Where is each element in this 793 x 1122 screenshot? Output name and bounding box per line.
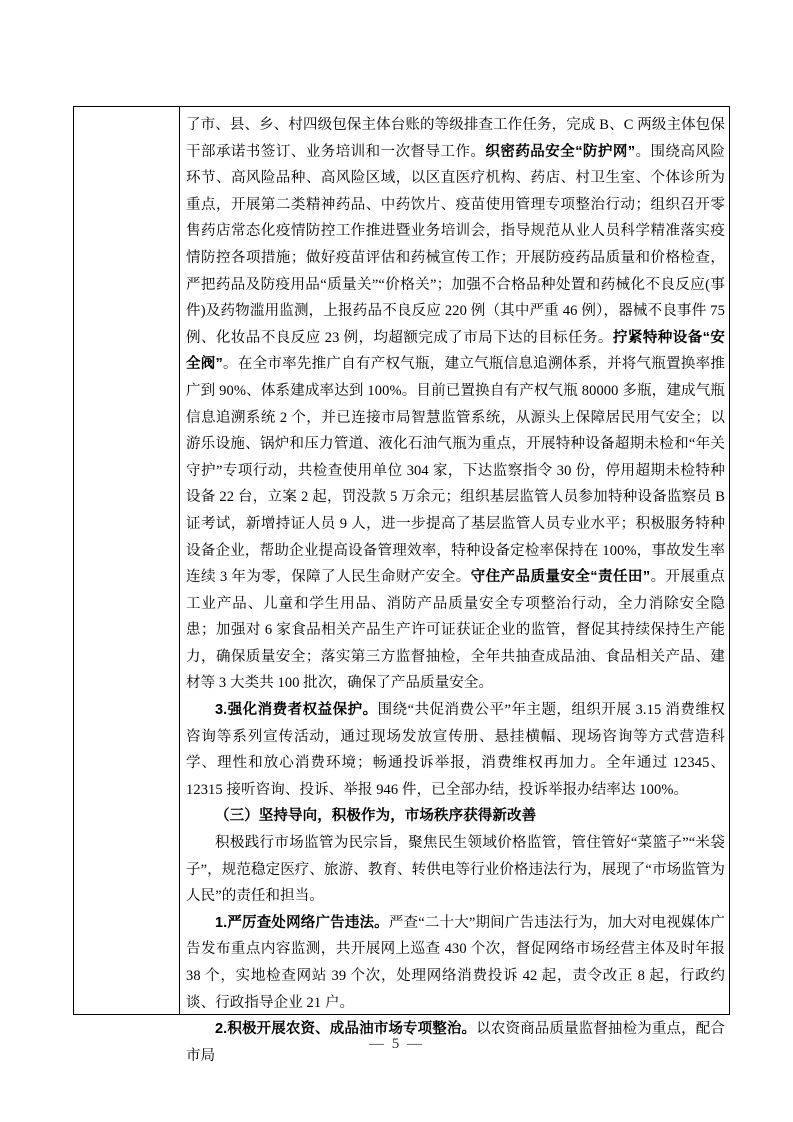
paragraph <box>186 112 725 697</box>
empty-label-cell <box>74 107 180 1014</box>
page-number: — 5 — <box>369 1036 424 1052</box>
emphasis-run: 拧紧特种设备“安全阀” <box>186 329 725 373</box>
paragraph <box>186 697 725 803</box>
emphasis-run: 织密药品安全“防护网” <box>485 143 636 160</box>
text-run: 了市、县、乡、村四级包保主体台账的等级排查工作任务，完成 B、C 两级主体包保干部承诺书签订、业务培训和一次督导工作。 <box>186 117 725 160</box>
report-body-cell <box>180 107 729 1064</box>
emphasis-run: 守住产品质量安全“责任田” <box>470 569 651 586</box>
text-run: 。围绕高风险环节、高风险品种、高风险区域，以区直医疗机构、药店、村卫生室、个体诊所为重点，开展第二类精神药品、中药饮片、疫苗使用管理专项整治行动；组织召开零售药店常态化疫情防控工作推进暨业务培训会，指导规范从业人员科学精准落实疫情防控各项措施；做好疫苗评估和药械宣传工作；开展防疫药品质量和价格检查，严把药品及防疫用品“质量关”“价格关”；加强不合格品种处置和药械化不良反应(事件)及药物滥用监测，上报药品不良反应 220 例（其中严重 46 例），器械不良事件 75 例、化妆品不良反应 23 例，均超额完成了市局下达的目标任务。 <box>186 143 726 346</box>
text-run: 以农资商品质量监督抽检为重点，配合市局 <box>186 1021 725 1064</box>
emphasis-run: 3.强化消费者权益保护。 <box>215 702 378 719</box>
text-run: 围绕“共促消费公平”年主题，组织开展 3.15 消费维权咨询等系列宣传活动，通过现场发放宣传册、悬挂横幅、现场咨询等方式营造科学、理性和放心消费环境；畅通投诉举报，消费维权再加力。全年通过 12345、12315 接听咨询、投诉、举报 946 件，已全部办结，投诉举报办结率达 100%。 <box>186 702 726 798</box>
paragraph <box>186 830 725 910</box>
section-heading <box>186 803 725 830</box>
report-table <box>73 106 730 1064</box>
text-run: 。在全市率先推广自有产权气瓶，建立气瓶信息追溯体系，并将气瓶置换率推广到 90%、体系建成率达到 100%。目前已置换自有产权气瓶 80000 多瓶，建成气瓶信息追溯系统 2 个，并已连接市局智慧监管系统，从源头上保障居民用气安全；以游乐设施、锅炉和压力管道、液化石油气瓶为重点，开展特种设备超期未检和“年关守护”专项行动，共检查使用单位 304 家，下达监察指令 30 份，停用超期未检特种设备 22 台，立案 2 起，罚没款 5 万余元；组织基层监管人员参加特种设备监察员 B 证考试，新增持证人员 9 人，进一步提高了基层监管人员专业水平；积极服务特种设备企业，帮助企业提高设备管理效率，特种设备定检率保持在 100%，事故发生率连续 3 年为零，保障了人民生命财产安全。 <box>186 356 725 586</box>
paragraph <box>186 910 725 1016</box>
emphasis-run: 2.积极开展农资、成品油市场专项整治。 <box>215 1021 477 1038</box>
text-run: 严查“二十大”期间广告违法行为，加大对电视媒体广告发布重点内容监测，共开展网上巡查 430 个次，督促网络市场经营主体及时年报 38 个，实地检查网站 39 个次，处理网络消费投诉 42 起，责令改正 8 起，行政约谈、行政指导企业 21 户。 <box>186 914 725 1011</box>
text-run: 积极践行市场监管为民宗旨，聚焦民生领域价格监管，管住管好“菜篮子”“米袋子”，规范稳定医疗、旅游、教育、转供电等行业价格违法行为，展现了“市场监管为人民”的责任和担当。 <box>186 835 725 905</box>
emphasis-run: 1.严厉查处网络广告违法。 <box>215 914 389 931</box>
emphasis-run: （三）坚持导向，积极作为，市场秩序获得新改善 <box>215 808 537 825</box>
text-run: 。开展重点工业产品、儿童和学生用品、消防产品质量安全专项整治行动，全力消除安全隐患；加强对 6 家食品相关产品生产许可证获证企业的监管，督促其持续保持生产能力，确保质量安全；落实第三方监督抽检，全年共抽查成品油、食品相关产品、建材等 3 大类共 100 批次，确保了产品质量安全。 <box>186 569 725 692</box>
